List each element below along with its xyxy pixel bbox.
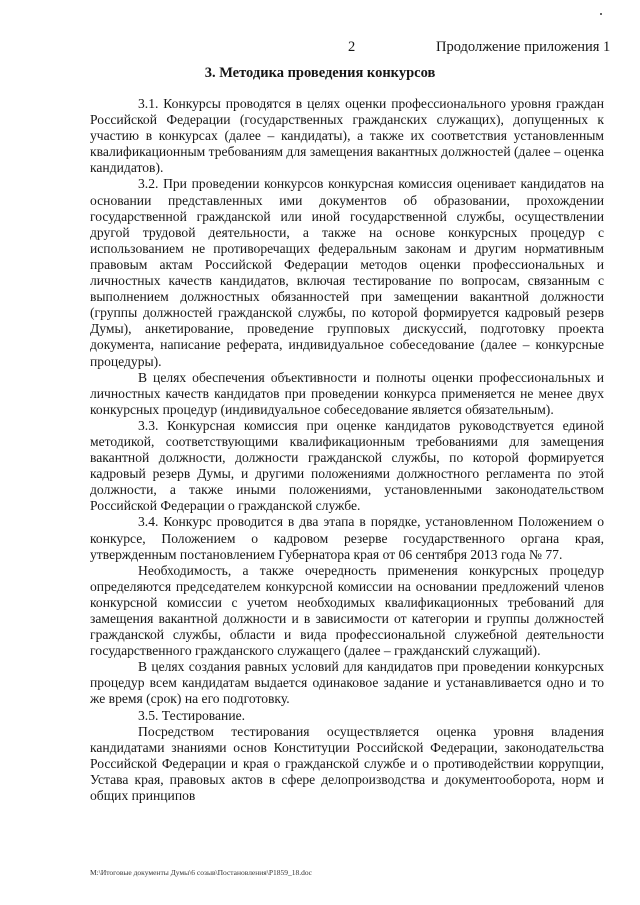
- document-body: [90, 96, 604, 804]
- paragraph-objectivity: В целях обеспечения объективности и полноты оценки профессиональных и личностных качеств кандидатов при проведении конкурса применяется не менее двух конкурсных процедур (индивидуальное собеседование является обязательным).: [90, 369, 604, 417]
- file-path-footer: M:\Итоговые документы Думы\6 созыв\Постановления\P1859_18.doc: [90, 868, 312, 877]
- paragraph-equal-conditions: В целях создания равных условий для кандидатов при проведении конкурсных процедур всем кандидатам выдается одинаковое задание и устанавливается одно и то же время (срок) на его подготовку.: [90, 659, 604, 707]
- appendix-continuation-label: Продолжение приложения 1: [436, 39, 611, 55]
- scan-speck: [600, 13, 602, 15]
- paragraph-3-1: 3.1. Конкурсы проводятся в целях оценки профессионального уровня граждан Российской Федерации (государственных гражданских служащих), допущенных к участию в конкурсах (далее – кандидаты), а также их соответствия установленным квалификационным требованиям для замещения вакантных должностей (далее – оценка кандидатов).: [90, 96, 604, 176]
- paragraph-testing: Посредством тестирования осуществляется оценка уровня владения кандидатами знаниями основ Конституции Российской Федерации, законодательства Российской Федерации и края о гражданской службе и о противодействии коррупции, Устава края, правовых актов в сфере делопроизводства и документооборота, норм и общих принципов: [90, 723, 604, 804]
- paragraph-necessity: Необходимость, а также очередность применения конкурсных процедур определяются председателем конкурсной комиссии на основании предложений членов конкурсной комиссии с учетом необходимых квалификационных требований для замещения вакантной должности и в зависимости от категории и группы должностей гражданской службы, области и вида профессиональной служебной деятельности государственного гражданского служащего (далее – гражданский служащий).: [90, 562, 604, 659]
- section-title: 3. Методика проведения конкурсов: [204, 65, 436, 81]
- paragraph-3-3: 3.3. Конкурсная комиссия при оценке кандидатов руководствуется единой методикой, соответствующими квалификационным требованиями для замещения вакантной должности, должности гражданской службы, по которой формируется кадровый резерв Думы, и другими положениями должностного регламента по этой должности, а также иными положениями, установленными законодательством Российской Федерации о гражданской службе.: [90, 417, 604, 514]
- page-number: 2: [348, 39, 356, 55]
- paragraph-3-4: 3.4. Конкурс проводится в два этапа в порядке, установленном Положением о конкурсе, Положением о кадровом резерве государственного органа края, утвержденным постановлением Губернатора края от 06 сентября 2013 года № 77.: [90, 514, 604, 562]
- paragraph-3-5-heading: 3.5. Тестирование.: [138, 707, 246, 723]
- paragraph-3-2: 3.2. При проведении конкурсов конкурсная комиссия оценивает кандидатов на основании представленных ими документов об образовании, прохождении государственной гражданской или иной государственной службы, осуществлении другой трудовой деятельности, а также на основе конкурсных процедур с использованием не противоречащих федеральным законам и другим нормативным правовым актам Российской Федерации методов оценки профессиональных и личностных качеств кандидатов, включая тестирование по вопросам, связанным с выполнением должностных обязанностей при замещении вакантной должности (группы должностей гражданской службы, по которой формируется кадровый резерв Думы), анкетирование, проведение групповых дискуссий, подготовку проекта документа, написание реферата, индивидуальное собеседование (далее – конкурсные процедуры).: [90, 176, 604, 369]
